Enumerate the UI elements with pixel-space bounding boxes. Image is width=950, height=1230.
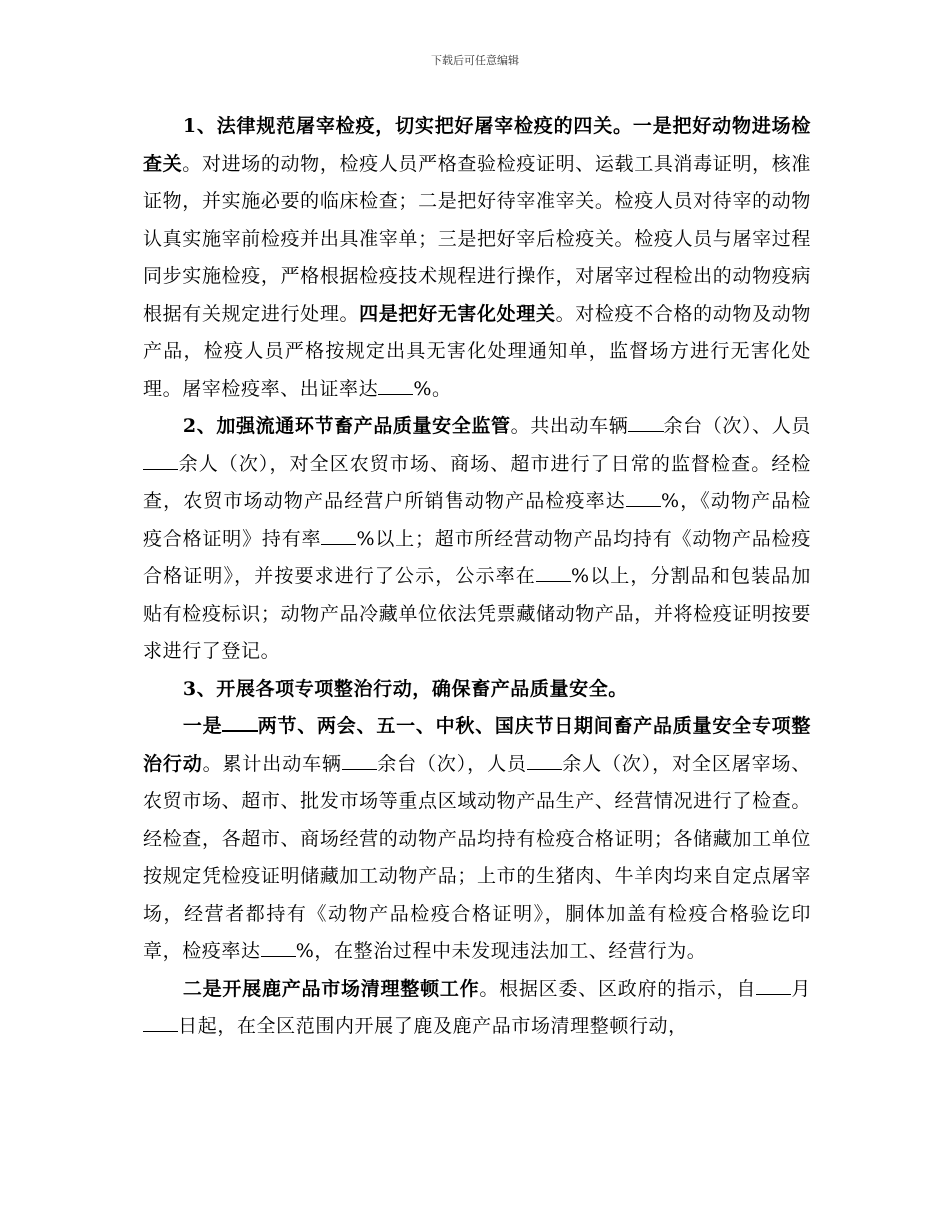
- paragraph-text: 。对检疫不合格的动物及动物产品，检疫人员严格按规定出具无害化处理通知单，监督场方进行无害化处理。屠宰检疫率、出证率达: [143, 302, 811, 400]
- blank-field: [261, 940, 296, 957]
- blank-field: [536, 565, 571, 582]
- blank-field: [321, 527, 356, 544]
- paragraph-text: 。根据区委、区政府的指示，自: [479, 977, 757, 1000]
- blank-field: [143, 1015, 178, 1032]
- paragraph-text: 余人（次），对全区农贸市场、商场、超市进行了日常的监督检查。经检查，农贸市场动物产品经营户所销售动物产品检疫率达: [143, 452, 811, 512]
- blank-field: [527, 752, 562, 769]
- blank-field: [378, 377, 413, 394]
- paragraph-slaughter-quarantine: [143, 108, 811, 408]
- bold-phrase: 一是: [182, 715, 223, 737]
- paragraph-text: %，在整治过程中未发现违法加工、经营行为。: [295, 940, 707, 962]
- bold-phrase: 四是把好无害化处理关: [359, 302, 556, 325]
- blank-field: [626, 490, 661, 507]
- paragraph-text: %以上，分割品和包装品加贴有检疫标识；动物产品冷藏单位依法凭票藏储动物产品，并将检疫证明按要求进行了登记。: [143, 565, 811, 662]
- paragraph-heading: 3、开展各项专项整治行动，确保畜产品质量安全。: [182, 677, 628, 700]
- paragraph-holiday-rectification: [143, 708, 811, 971]
- bold-phrase: 两节、两会、五一、中秋、国庆节日期间畜产品质量安全专项整治行动: [143, 715, 811, 775]
- paragraph-special-rectification: [143, 671, 811, 709]
- blank-field: [342, 752, 377, 769]
- paragraph-heading: 二是开展鹿产品市场清理整顿工作: [182, 977, 480, 1000]
- paragraph-text: 。共出动车辆: [510, 415, 629, 437]
- blank-field: [756, 977, 791, 994]
- paragraph-text: 。累计出动车辆: [202, 752, 342, 775]
- paragraph-text: %。: [413, 377, 452, 400]
- paragraph-text: 月: [791, 977, 811, 1000]
- paragraph-text: %，《动物产品检疫合格证明》持有率: [143, 490, 812, 550]
- document-body: [143, 108, 811, 1046]
- paragraph-circulation-supervision: [143, 408, 811, 671]
- paragraph-text: 日起，在全区范围内开展了鹿及鹿产品市场清理整顿行动，: [178, 1015, 688, 1037]
- blank-field: [143, 452, 178, 469]
- page-header: 下载后可任意编辑: [431, 54, 519, 67]
- paragraph-heading: 1、法律规范屠宰检疫，切实把好屠宰检疫的四关。一是把好动物进场检查关: [143, 115, 811, 175]
- blank-field: [628, 415, 663, 432]
- paragraph-text: 余人（次），对全区屠宰场、农贸市场、超市、批发市场等重点区域动物产品生产、经营情况进行了检查。经检查，各超市、商场经营的动物产品均持有检疫合格证明；各储藏加工单位按规定凭检疫证明储藏加工动物产品；上市的生猪肉、牛羊肉均来自定点屠宰场，经营者都持有《动物产品检疫合格证明》，胴体加盖有检疫合格验讫印章，检疫率达: [143, 752, 811, 962]
- paragraph-text: 余台（次），人员: [376, 752, 527, 775]
- blank-field: [222, 714, 257, 732]
- paragraph-text: %以上；超市所经营动物产品均持有《动物产品检疫合格证明》，并按要求进行了公示，公示率在: [143, 527, 812, 587]
- paragraph-deer-market: [143, 971, 811, 1046]
- paragraph-heading: 2、加强流通环节畜产品质量安全监管: [182, 415, 511, 437]
- paragraph-text: 余台（次）、人员: [663, 415, 811, 437]
- paragraph-text: 。对进场的动物，检疫人员严格查验检疫证明、运载工具消毒证明，核准证物，并实施必要的临床检查；二是把好待宰准宰关。检疫人员对待宰的动物认真实施宰前检疫并出具准宰单；三是把好宰后检疫关。检疫人员与屠宰过程同步实施检疫，严格根据检疫技术规程进行操作，对屠宰过程检出的动物疫病根据有关规定进行处理。: [143, 152, 811, 325]
